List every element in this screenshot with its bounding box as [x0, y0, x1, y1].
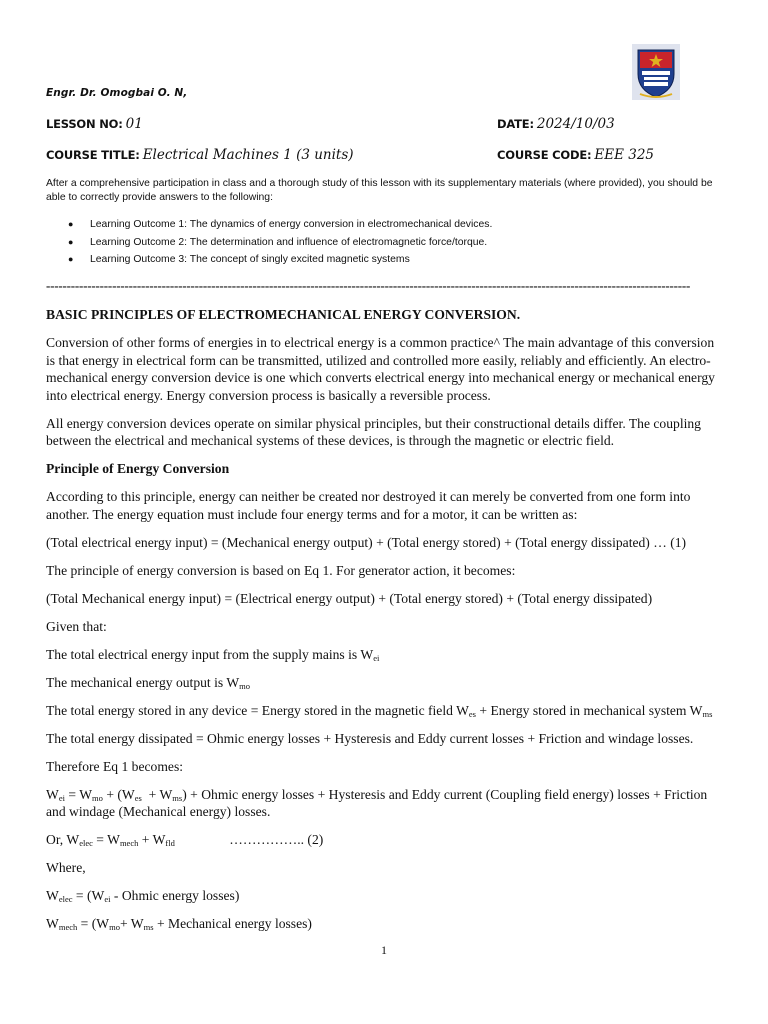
definition-welec: $W_{elec} = (W_{ei}$ - Ohmic energy losses): [46, 888, 240, 904]
paragraph-intro: Conversion of other forms of energies in to electrical energy is a common practice^ The main advantage of this conversion is that energy in electrical form can be transmitted, utilized and controlled more easily, reliably and efficiently. An electro-mechanical energy conversion device is one which converts electrical energy into mechanical energy or mechanical energy into electrical energy. Energy conversion process is basically a reversible process.: [46, 335, 715, 403]
given-label: Given that:: [46, 618, 107, 634]
equation-generator: (Total Mechanical energy input) = (Electrical energy output) + (Total energy stored) + (Total energy dissipated): [46, 590, 653, 606]
page-number: 1: [381, 943, 387, 957]
paragraph-principle: According to this principle, energy can neither be created nor destroyed it can merely be converted from one form into another. The energy equation must include four energy terms and for a motor, it can be written as:: [46, 489, 691, 522]
learning-outcome-text: Learning Outcome 2: The determination and influence of electromagnetic force/torque.: [90, 236, 488, 248]
section-heading: BASIC PRINCIPLES OF ELECTROMECHANICAL ENERGY CONVERSION.: [46, 307, 521, 322]
lesson-number: [46, 116, 143, 132]
author-name: Engr. Dr. Omogbai O. N,: [46, 87, 188, 99]
dashed-divider: ------------------------------------------------------------------------------------------------------------------------------------------------------------: [46, 278, 691, 293]
where-label: Where,: [46, 860, 86, 875]
learning-outcome-item: [46, 234, 492, 252]
course-title: [46, 147, 354, 163]
equation-1: (Total electrical energy input) = (Mechanical energy output) + (Total energy stored) + (Total energy dissipated) … (1): [46, 534, 687, 550]
paragraph-generator: The principle of energy conversion is based on Eq 1. For generator action, it becomes:: [46, 562, 516, 578]
bullet-icon: ●: [68, 254, 74, 264]
bullet-icon: ●: [68, 219, 74, 229]
learning-outcome-item: [46, 216, 492, 234]
course-code: [497, 147, 654, 163]
definition-stored: The total energy stored in any device = Energy stored in the magnetic field $W_{es}$ + Energy stored in mechanical system $W_{ms}$: [46, 702, 713, 719]
lesson-body: [46, 306, 726, 943]
definition-input: The total electrical energy input from the supply mains is $W_{ei}$: [46, 646, 380, 663]
course-code-value: EEE 325: [594, 147, 654, 163]
lesson-number-value: 01: [125, 116, 143, 132]
therefore-label: Therefore Eq 1 becomes:: [46, 758, 184, 774]
course-code-label: COURSE CODE:: [497, 148, 592, 162]
definition-dissipated: The total energy dissipated = Ohmic energy losses + Hysteresis and Eddy current losses + Friction and windage losses.: [46, 730, 694, 746]
definition-wmech: $W_{mech} = (W_{mo}+ W_{ms}$ + Mechanical energy losses): [46, 916, 312, 932]
date-label: DATE:: [497, 117, 534, 131]
equation-expanded: $W_{ei} = W_{mo} + (W_{es} + W_{ms})$ + Ohmic energy losses + Hysteresis and Eddy current (Coupling field energy) losses + Friction and windage (Mechanical energy) losses.: [46, 786, 708, 819]
bullet-icon: ●: [68, 236, 74, 247]
lesson-number-label: LESSON NO:: [46, 117, 123, 131]
date-value: 2024/10/03: [536, 116, 615, 132]
learning-outcomes-list: [46, 216, 492, 269]
subsection-heading: Principle of Energy Conversion: [46, 461, 230, 476]
definition-output: The mechanical energy output is $W_{mo}$: [46, 674, 251, 691]
lesson-date: [497, 116, 615, 132]
course-title-value: Electrical Machines 1 (3 units): [142, 147, 354, 163]
learning-outcome-item: [46, 251, 492, 269]
learning-outcome-text: Learning Outcome 1: The dynamics of energy conversion in electromechanical devices.: [90, 219, 493, 230]
course-title-label: COURSE TITLE:: [46, 148, 140, 162]
equation-2: Or, $W_{elec} = W_{mech} + W_{fld}$ …………….. (2): [46, 832, 324, 848]
university-crest-logo: [632, 44, 680, 100]
paragraph-coupling: All energy conversion devices operate on similar physical principles, but their constructional details differ. The coupling between the electrical and mechanical systems of these devices, is through the magnetic or electric field.: [46, 415, 701, 448]
learning-intro: After a comprehensive participation in class and a thorough study of this lesson with its supplementary materials (where provided), you should be able to correctly provide answers to the following:: [46, 178, 713, 203]
learning-outcome-text: Learning Outcome 3: The concept of singly excited magnetic systems: [90, 254, 410, 265]
